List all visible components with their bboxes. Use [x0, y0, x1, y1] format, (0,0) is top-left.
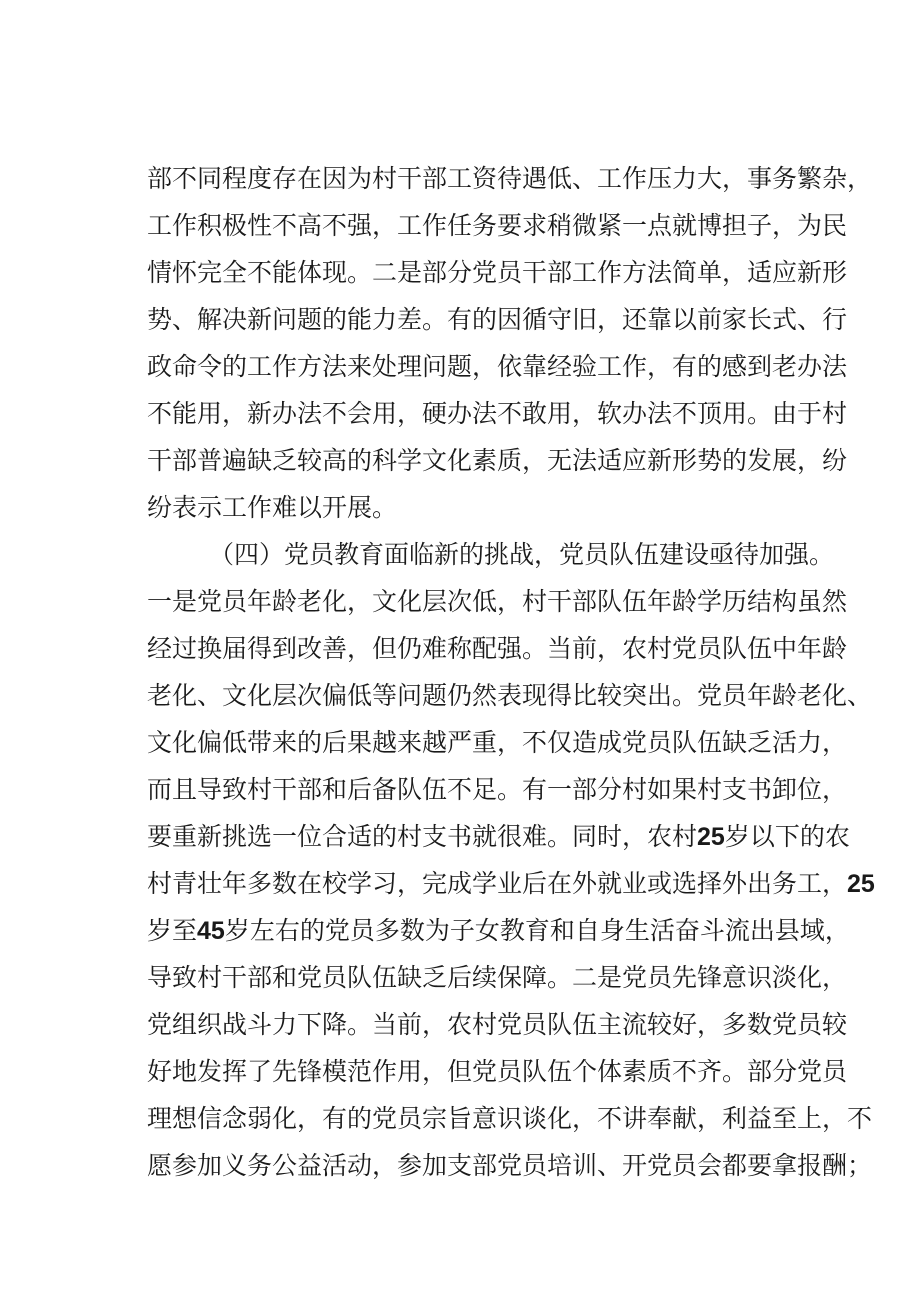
number-value: 45 — [197, 917, 225, 945]
text-line: 政命令的工作方法来处理问题，依靠经验工作，有的感到老办法 — [147, 352, 848, 381]
body-text — [147, 155, 875, 1189]
number-value: 25 — [847, 870, 875, 898]
text-line — [147, 907, 850, 954]
text-segment: 岁至 — [147, 916, 198, 945]
text-line: 情怀完全不能体现。二是部分党员干部工作方法简单，适应新形 — [147, 258, 848, 287]
text-line: 一是党员年龄老化，文化层次低，村干部队伍年龄学历结构虽然 — [147, 587, 848, 616]
number-value: 25 — [697, 823, 725, 851]
text-line: 部不同程度存在因为村干部工资待遇低、工作压力大，事务繁杂， — [147, 164, 873, 193]
text-line: 经过换届得到改善，但仍难称配强。当前，农村党员队伍中年龄 — [147, 634, 848, 663]
section-heading: （四）党员教育面临新的挑战，党员队伍建设亟待加强。 — [209, 540, 835, 569]
text-line: 势、解决新问题的能力差。有的因循守旧，还靠以前家长式、行 — [147, 305, 848, 334]
text-line: 党组织战斗力下降。当前，农村党员队伍主流较好，多数党员较 — [147, 1010, 848, 1039]
text-line: 不能用，新办法不会用，硬办法不敢用，软办法不顶用。由于村 — [147, 399, 848, 428]
text-line: 文化偏低带来的后果越来越严重，不仅造成党员队伍缺乏活力， — [147, 728, 848, 757]
text-line — [147, 813, 850, 860]
text-segment: 要重新挑选一位合适的村支书就很难。同时，农村 — [147, 822, 698, 851]
text-segment: 岁以下的农 — [724, 822, 850, 851]
text-line: 理想信念弱化，有的党员宗旨意识谈化，不讲奉献，利益至上，不 — [147, 1104, 873, 1133]
text-line: 纷表示工作难以开展。 — [147, 493, 398, 522]
text-line: 工作积极性不高不强，工作任务要求稍微紧一点就博担子，为民 — [147, 211, 848, 240]
text-line: 而且导致村干部和后备队伍不足。有一部分村如果村支书卸位， — [147, 775, 848, 804]
text-segment: 岁左右的党员多数为子女教育和自身生活奋斗流出县域， — [224, 916, 850, 945]
text-line: 愿参加义务公益活动，参加支部党员培训、开党员会都要拿报酬； — [147, 1151, 873, 1180]
text-segment: 村青壮年多数在校学习，完成学业后在外就业或选择外出务工， — [147, 869, 848, 898]
text-line — [147, 860, 875, 907]
text-line: 老化、文化层次偏低等问题仍然表现得比较突出。党员年龄老化、 — [147, 681, 873, 710]
text-line: 干部普遍缺乏较高的科学文化素质，无法适应新形势的发展，纷 — [147, 446, 848, 475]
text-line: 导致村干部和党员队伍缺乏后续保障。二是党员先锋意识淡化， — [147, 963, 848, 992]
text-line: 好地发挥了先锋模范作用，但党员队伍个体素质不齐。部分党员 — [147, 1057, 848, 1086]
